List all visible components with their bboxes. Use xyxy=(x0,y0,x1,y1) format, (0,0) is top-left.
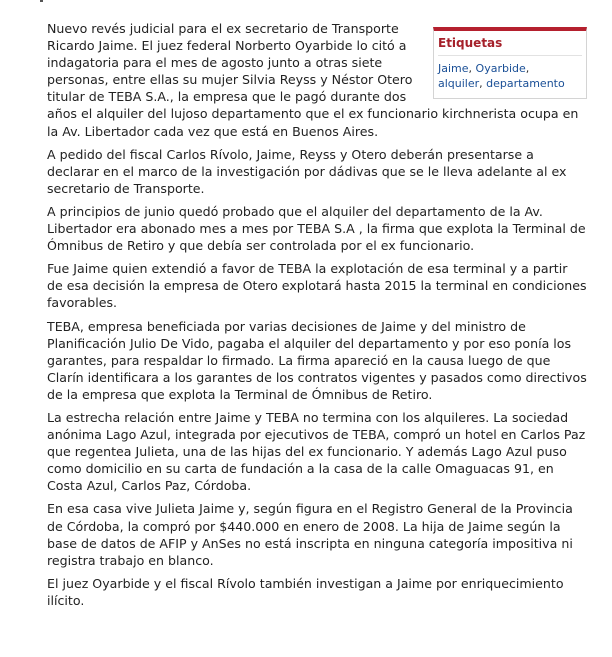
tag-link-departamento[interactable]: departamento xyxy=(486,77,565,90)
tag-separator: , xyxy=(525,62,530,75)
tag-link-jaime[interactable]: Jaime xyxy=(438,62,469,75)
tag-separator: , xyxy=(468,62,476,75)
tag-link-alquiler[interactable]: alquiler xyxy=(438,77,480,90)
page-top-mark xyxy=(40,0,43,2)
article-paragraph-1: Nuevo revés judicial para el ex secretario de Transporte Ricardo Jaime. El juez federal Norberto Oyarbide lo citó a indagatoria para el mes de agosto junto a otras siete personas, entre ellas su mujer Silvia Reyss y Néstor Otero titular de TEBA S.A., la empresa que le pagó durante dos años el alquiler del lujoso departamento que el ex funcionario kirchnerista ocupa en la Av. Libertador cada vez que está en Buenos Aires. xyxy=(47,21,579,139)
article-paragraph-5: TEBA, empresa beneficiada por varias decisiones de Jaime y del ministro de Planificación Julio De Vido, pagaba el alquiler del departamento y por eso ponía los garantes, para respaldar lo firmado. La firma apareció en la causa luego de que Clarín identificara a los garantes de los contratos vigentes y pasados como directivos de la empresa que explota la Terminal de Ómnibus de Retiro. xyxy=(47,318,587,402)
article-paragraph-2: A pedido del fiscal Carlos Rívolo, Jaime, Reyss y Otero deberán presentarse a declarar en el marco de la investigación por dádivas que se le lleva adelante al ex secretario de Transporte. xyxy=(47,146,567,196)
article-paragraph-6: La estrecha relación entre Jaime y TEBA no termina con los alquileres. La sociedad anónima Lago Azul, integrada por ejecutivos de TEBA, compró un hotel en Carlos Paz que regentea Julieta, una de las hijas del ex funcionario. Y además Lago Azul puso como domicilio en su carta de fundación a la casa de la calle Omaguacas 91, en Costa Azul, Carlos Paz, Córdoba. xyxy=(47,409,586,494)
tags-list xyxy=(438,56,582,91)
article-paragraph-3: A principios de junio quedó probado que el alquiler del departamento de la Av. Libertador era abonado mes a mes por TEBA S.A , la firma que explota la Terminal de Ómnibus de Retiro y que debía ser controlada por el ex funcionario. xyxy=(47,203,586,254)
tags-box xyxy=(433,27,587,99)
tag-separator: , xyxy=(479,77,487,90)
article-paragraph-7: En esa casa vive Julieta Jaime y, según figura en el Registro General de la Provincia de Córdoba, la compró por $440.000 en enero de 2008. La hija de Jaime según la base de datos de AFIP y AnSes no está inscripta en ninguna categoría impositiva ni registra trabajo en blanco. xyxy=(47,501,573,568)
tags-title: Etiquetas xyxy=(438,31,582,56)
article-body xyxy=(47,20,587,615)
article-paragraph-8: El juez Oyarbide y el fiscal Rívolo también investigan a Jaime por enriquecimiento ilícito. xyxy=(47,575,564,608)
article-paragraph-4: Fue Jaime quien extendió a favor de TEBA la explotación de esa terminal y a partir de esa decisión la empresa de Otero explotará hasta 2015 la terminal en condiciones favorables. xyxy=(47,261,587,311)
tag-link-oyarbide[interactable]: Oyarbide xyxy=(475,62,526,75)
